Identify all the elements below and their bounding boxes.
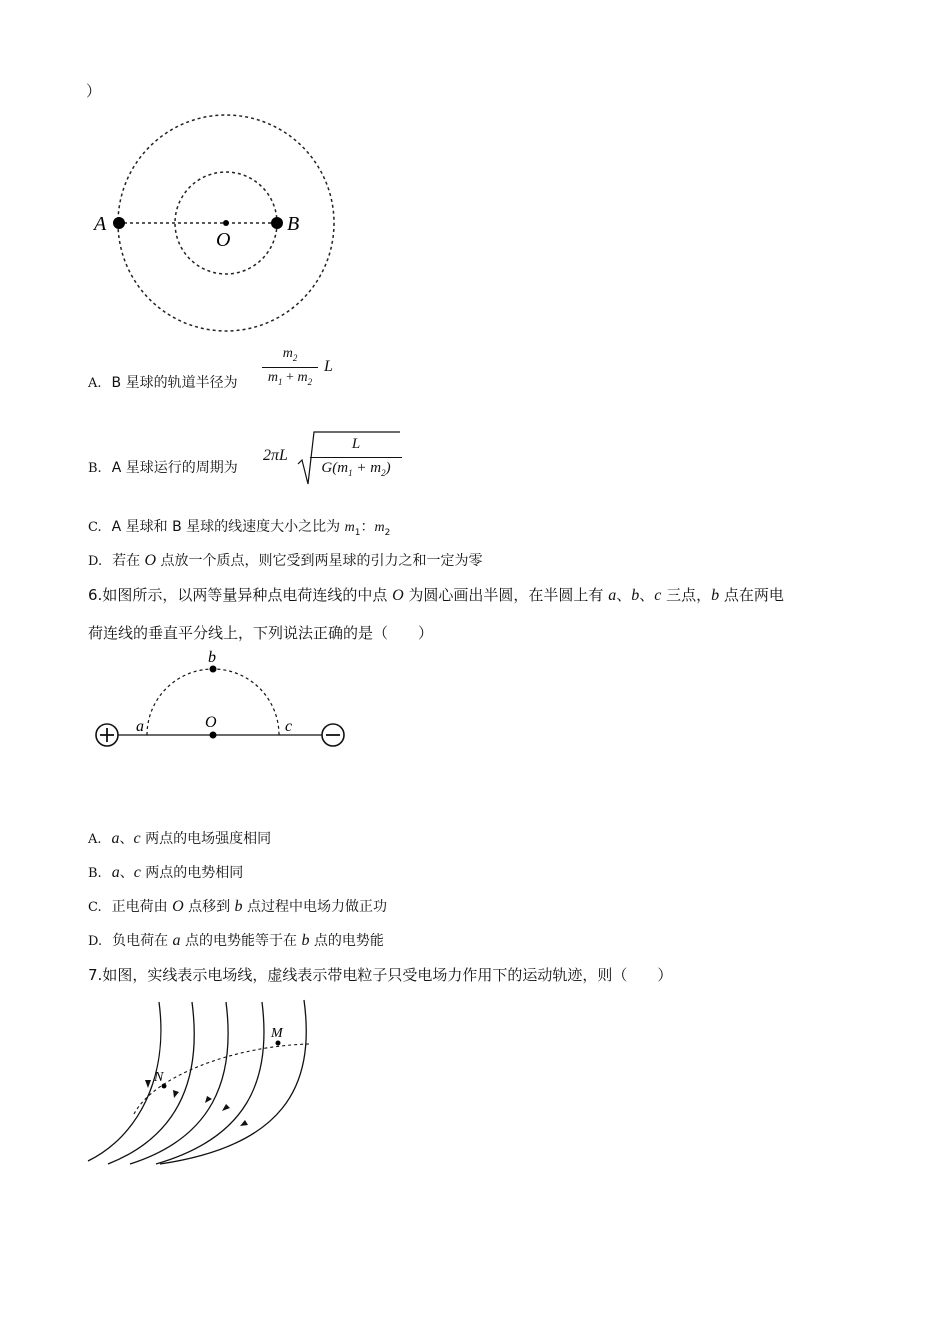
q6-option-d[interactable]: D. 负电荷在 a 点的电势能等于在 b 点的电势能: [88, 932, 384, 949]
point-m: [276, 1041, 281, 1046]
label-b: b: [208, 649, 216, 666]
option-label: C.: [88, 900, 102, 915]
center-o: [223, 220, 229, 226]
question-fragment: ）: [86, 82, 102, 100]
q6-option-c[interactable]: C. 正电荷由 O 点移到 b 点过程中电场力做正功: [88, 898, 387, 915]
q5-option-b[interactable]: [88, 457, 238, 477]
binary-star-figure: [90, 110, 350, 340]
q6-stem-line1: 6.如图所示，以两等量异种点电荷连线的中点 O 为圆心画出半圆，在半圆上有 a、b、c 三点，b 点在两电: [88, 586, 784, 604]
option-text: A 星球运行的周期为: [111, 460, 238, 476]
q5a-fraction: $m_2$ $m_1 + m_2$: [262, 346, 318, 387]
label-c: c: [285, 718, 293, 735]
field-line-3: [130, 1002, 228, 1164]
star-a: [113, 217, 125, 229]
label-a: A: [94, 213, 107, 235]
q5a-formula-tail: L: [324, 358, 333, 375]
option-label: B.: [88, 461, 102, 476]
q5-option-c[interactable]: C. A 星球和 B 星球的线速度大小之比为 $m_1$：$m_2$: [88, 519, 391, 538]
label-m: M: [271, 1026, 283, 1041]
label-b: B: [287, 213, 300, 235]
q6-stem-line2: 荷连线的垂直平分线上，下列说法正确的是（ ）: [88, 624, 434, 642]
option-label: B.: [88, 866, 102, 881]
q6-option-b[interactable]: B. a、c 两点的电势相同: [88, 864, 244, 881]
arrow-2: [173, 1090, 179, 1098]
option-text: B 星球的轨道半径为: [111, 375, 238, 391]
q7-stem: 7.如图，实线表示电场线，虚线表示带电粒子只受电场力作用下的运动轨迹，则（ ）: [88, 966, 673, 984]
star-b: [271, 217, 283, 229]
option-label: D.: [88, 934, 103, 949]
arrow-4: [222, 1104, 230, 1111]
arrow-5: [240, 1120, 248, 1126]
option-label: C.: [88, 520, 102, 535]
field-line-4: [156, 1002, 264, 1164]
option-label: A.: [88, 376, 102, 391]
q6-option-a[interactable]: A. a、c 两点的电场强度相同: [88, 830, 272, 847]
point-b: [210, 666, 217, 673]
label-o: O: [216, 229, 231, 251]
arrow-1: [145, 1080, 151, 1088]
option-label: D.: [88, 554, 103, 569]
q5-option-a[interactable]: [88, 372, 238, 392]
q5b-prefix: 2πL: [263, 447, 288, 464]
field-line-5: [160, 1000, 306, 1164]
q5b-fraction: L $G(m_1 + m_2)$: [310, 436, 402, 478]
field-line-2: [108, 1002, 194, 1164]
option-label: A.: [88, 832, 102, 847]
point-o: [210, 732, 217, 739]
label-o: O: [205, 714, 217, 731]
arrow-3: [205, 1096, 212, 1103]
field-lines: [88, 1000, 306, 1164]
label-n: N: [154, 1070, 164, 1085]
field-lines-figure: [84, 996, 324, 1168]
charges-semicircle-figure: [90, 646, 360, 756]
q5-option-d[interactable]: D. 若在 O 点放一个质点，则它受到两星球的引力之和一定为零: [88, 552, 483, 569]
label-a: a: [136, 718, 144, 735]
option-text: A 星球和 B 星球的线速度大小之比为: [111, 519, 345, 535]
